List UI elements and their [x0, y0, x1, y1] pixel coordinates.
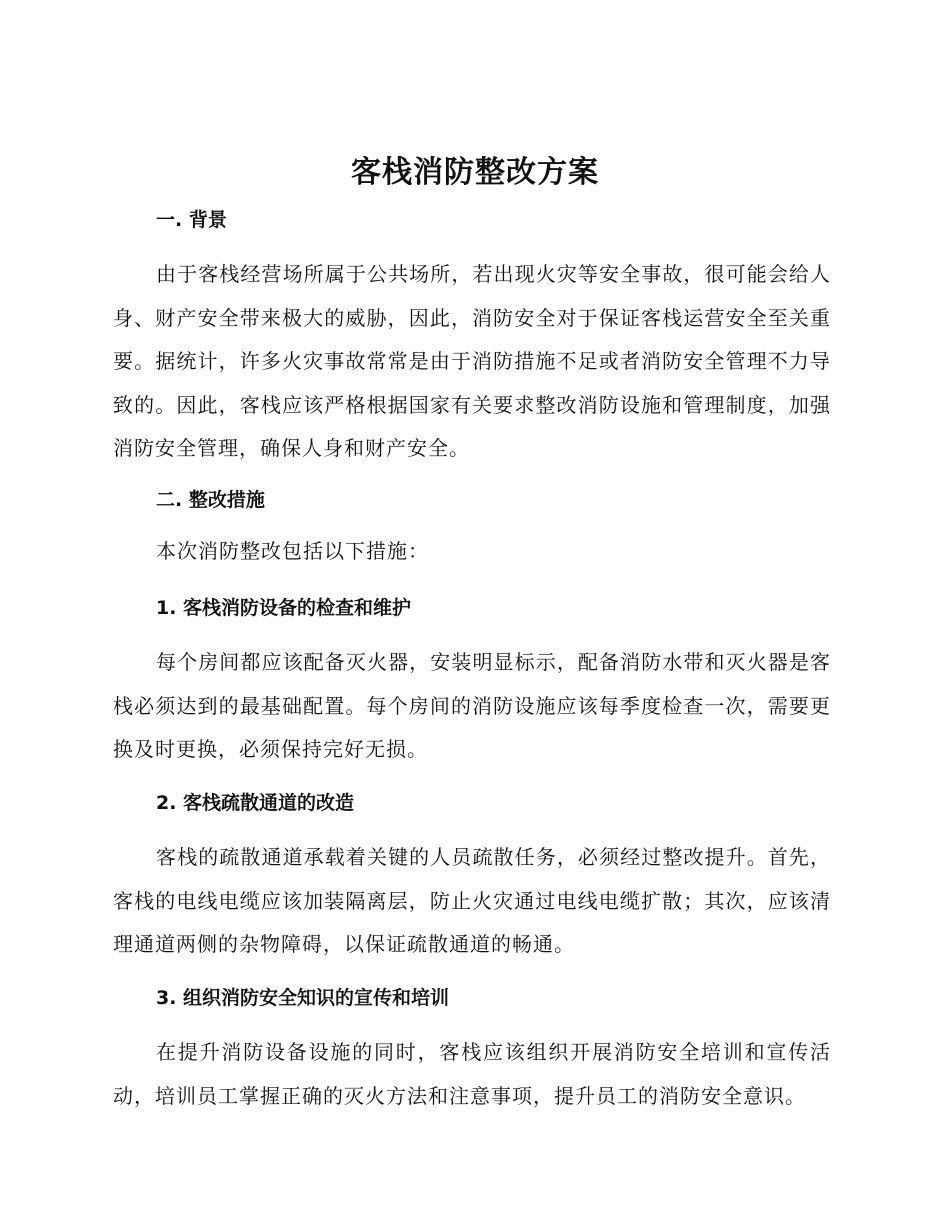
paragraph-equipment-inspection: 每个房间都应该配备灭火器，安装明显标示，配备消防水带和灭火器是客栈必须达到的最基础配置。每个房间的消防设施应该每季度检查一次，需要更换及时更换，必须保持完好无损。 [113, 650, 831, 761]
subheading-equipment-inspection: 1. 客栈消防设备的检查和维护 [156, 597, 412, 619]
paragraph-background: 由于客栈经营场所属于公共场所，若出现火灾等安全事故，很可能会给人身、财产安全带来极大的威胁，因此，消防安全对于保证客栈运营安全至关重要。据统计，许多火灾事故常常是由于消防措施不足或者消防安全管理不力导致的。因此，客栈应该严格根据国家有关要求整改消防设施和管理制度，加强消防安全管理，确保人身和财产安全。 [113, 262, 831, 460]
paragraph-safety-training: 在提升消防设备设施的同时，客栈应该组织开展消防安全培训和宣传活动，培训员工掌握正确的灭火方法和注意事项，提升员工的消防安全意识。 [113, 1040, 831, 1108]
document-title: 客栈消防整改方案 [351, 155, 599, 190]
subheading-evacuation-route: 2. 客栈疏散通道的改造 [156, 792, 355, 814]
section-heading-background: 一. 背景 [156, 209, 227, 231]
subheading-safety-training: 3. 组织消防安全知识的宣传和培训 [156, 987, 450, 1009]
paragraph-measures-intro: 本次消防整改包括以下措施： [156, 539, 429, 563]
paragraph-evacuation-route: 客栈的疏散通道承载着关键的人员疏散任务，必须经过整改提升。首先，客栈的电线电缆应该加装隔离层，防止火灾通过电线电缆扩散；其次，应该清理通道两侧的杂物障碍，以保证疏散通道的畅通。 [113, 845, 831, 956]
section-heading-measures: 二. 整改措施 [156, 489, 265, 511]
